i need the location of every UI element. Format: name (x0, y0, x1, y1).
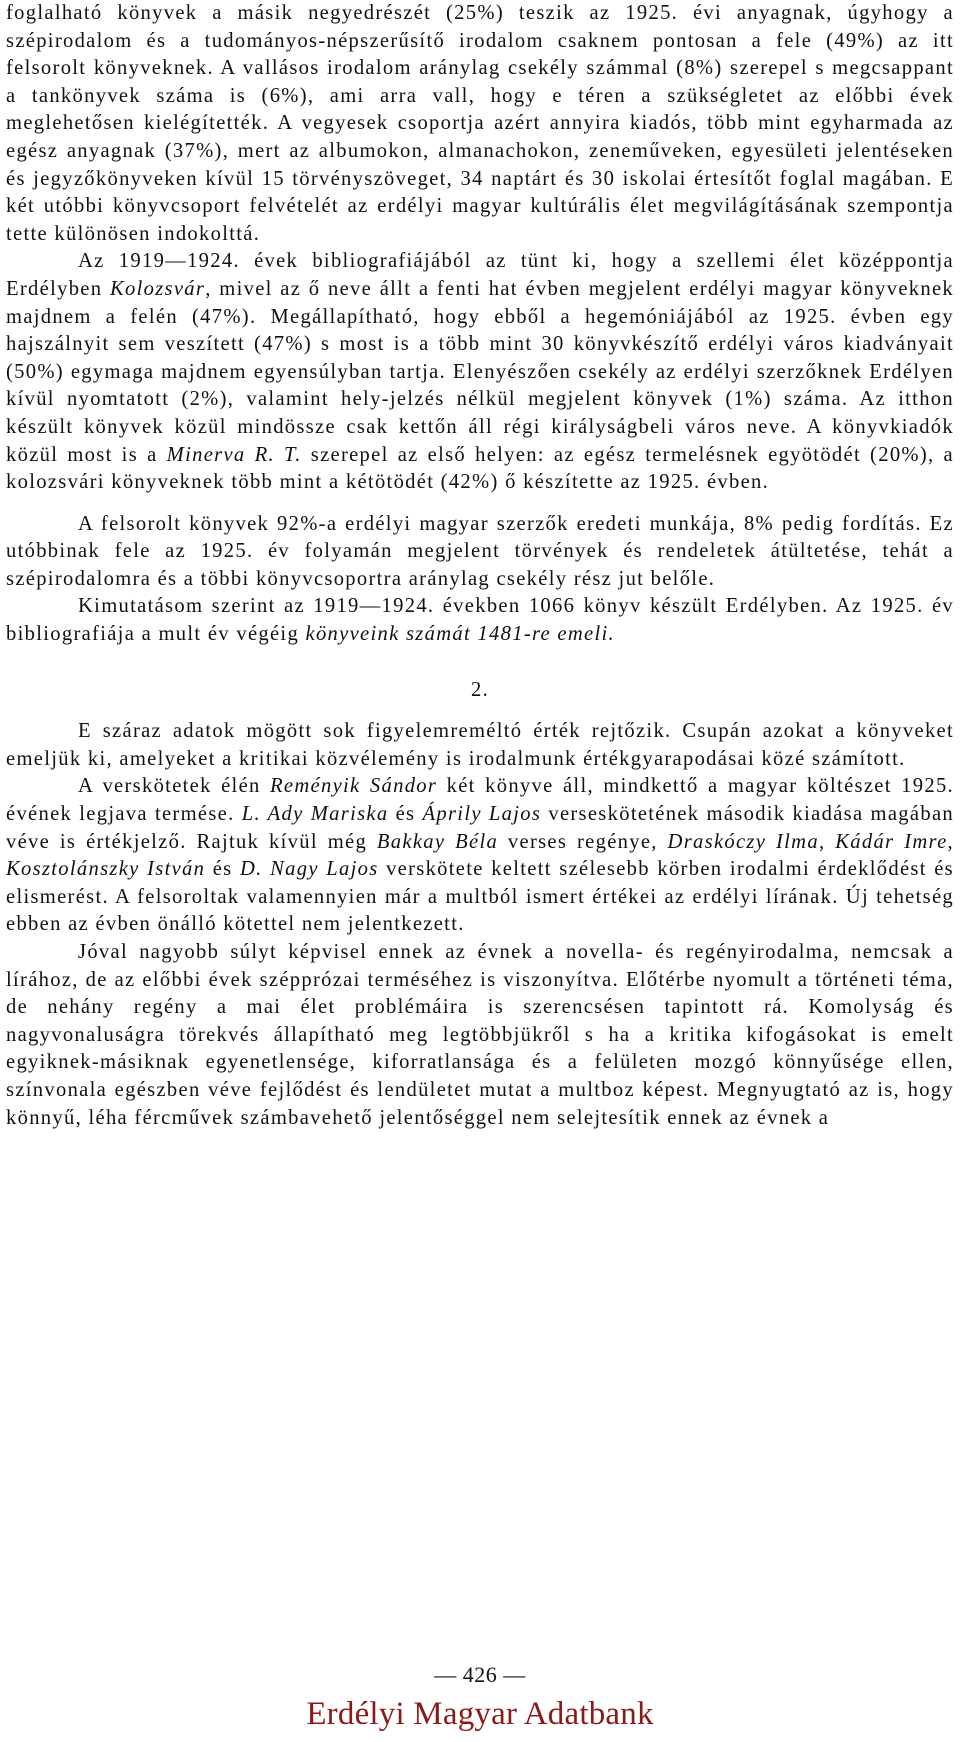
italic-name: Draskóczy Ilma (667, 830, 819, 853)
italic-name: Kolozsvár (109, 277, 206, 300)
italic-name: Bakkay Béla (376, 830, 499, 853)
italic-name: Reményik Sándor (270, 775, 438, 798)
section-number: 2. (470, 678, 490, 701)
paragraph-3: A felsorolt könyvek 92%-a erdélyi magyar szerzők eredeti munkája, 8% pedig fordítás. Ez utóbbinak fele az 1925. év folyamán megjelent törvények és rendeletek átültetése, tehát a szépirodalomra és a többi könyvcsoportra aránylag csekély rész jut belőle. (6, 512, 954, 590)
paragraph-5: E száraz adatok mögött sok figyelemreméltó érték rejtőzik. Csupán azokat a könyveket emeljük ki, amelyeket a kritikai közvélemény is irodalmunk értékgyarapodásai közé számított. (6, 720, 954, 770)
paragraph-2: Az 1919—1924. évek bibliografiájából az tünt ki, hogy a szellemi élet középpontja Erdélyben Kolozsvár, mivel az ő neve állt a fenti hat évben megjelent erdélyi magyar könyveknek majdnem a felén (47%). Megállapítható, hogy ebből a hegemóniájából az 1925. évben egy hajszálnyit sem veszített (47%) s most is a több mint 30 könyvkészítő erdélyi város kiadványait (50%) egymaga majdnem egyensúlyban tartja. Elenyészően csekély az erdélyi szerzőknek Erdélyen kívül nyomtatott (2%), valamint hely-jelzés nélkül megjelent könyvek (1%) száma. Az itthon készült könyvek közül mindössze csak kettőn áll régi királyságbeli város neve. A könyvkiadók közül most is a Minerva R. T. szerepel az első helyen: az egész termelésnek egyötödét (20%), a kolozsvári könyveknek több mint a kétötödét (42%) ő készítette az 1925. évben. (6, 250, 954, 494)
italic-name: könyveink számát 1481-re emeli. (305, 623, 615, 646)
italic-name: Minerva R. T. (166, 443, 302, 466)
paragraph-4: Kimutatásom szerint az 1919—1924. években 1066 könyv készült Erdélyben. Az 1925. év bibliografiája a mult év végéig könyveink számát 1481-re emeli. (6, 595, 954, 646)
paragraph-7: Jóval nagyobb súlyt képvisel ennek az évnek a novella- és regényirodalma, nemcsak a lírához, de az előbbi évek szépprózai terméséhez is viszonyítva. Előtérbe nyomult a történeti téma, de nehány regény a mai élet problémáira is szerencsésen tapintott rá. Komolyság és nagyvonaluságra törekvés állapítható meg legtöbbjükről s ha a kritika kifogásokat is emelt egyiknek-másiknak egyenetlensége, kiforratlansága és a felületen mozgó könnyűsége ellen, színvonala egészben véve fejlődést és lendületet mutat a multboz képest. Megnyugtató az is, hogy könnyű, léha fércművek számbavehető jelentőséggel nem selejtesítik ennek az évnek a (6, 941, 954, 1129)
italic-name: L. Ady Mariska (241, 803, 389, 826)
paragraph-6: A verskötetek élén Reményik Sándor két könyve áll, mindkettő a magyar költészet 1925. évének legjava termése. L. Ady Mariska és Áprily Lajos verseskötetének második kiadása magában véve is értékjelző. Rajtuk kívül még Bakkay Béla verses regénye, Draskóczy Ilma, Kádár Imre, Kosztolánszky István és D. Nagy Lajos verskötete keltett szélesebb körben irodalmi érdeklődést és elismerést. A felsoroltak valamennyien már a multból ismert értékei az erdélyi lírának. Új tehetség ebben az évben önálló kötettel nem jelentkezett. (6, 775, 955, 936)
italic-name: Áprily Lajos (422, 803, 542, 826)
body-text (6, 0, 954, 1132)
watermark-logo: Erdélyi Magyar Adatbank (306, 1696, 654, 1732)
paragraph-1: foglalható könyvek a másik negyedrészét (25%) teszik az 1925. évi anyagnak, úgyhogy a szépirodalom és a tudományos-népszerűsítő irodalom csaknem pontosan a fele (49%) az itt felsorolt könyveknek. A vallásos irodalom aránylag csekély számmal (8%) szerepel s megcsappant a tankönyvek száma is (6%), ami arra vall, hogy e téren a szükségletet az előbbi évek meglehetősen kielégítették. A vegyesek csoportja azért annyira kiadós, több mint egyharmada az egész anyagnak (37%), mert az albumokon, almanachokon, zeneműveken, egyesületi jelentéseken és jegyzőkönyveken kívül 15 törvényszöveget, 34 naptárt és 30 iskolai értesítőt foglal magában. E két utóbbi könyvcsoport felvételét az erdélyi magyar kultúrális élet megvilágításának szempontja tette különösen indokolttá. (6, 2, 954, 245)
italic-name: Kádár Imre (835, 830, 948, 853)
page-number: — 426 — (434, 1662, 526, 1687)
italic-name: D. Nagy Lajos (240, 858, 379, 881)
italic-name: Kosztolánszky István (6, 858, 206, 881)
